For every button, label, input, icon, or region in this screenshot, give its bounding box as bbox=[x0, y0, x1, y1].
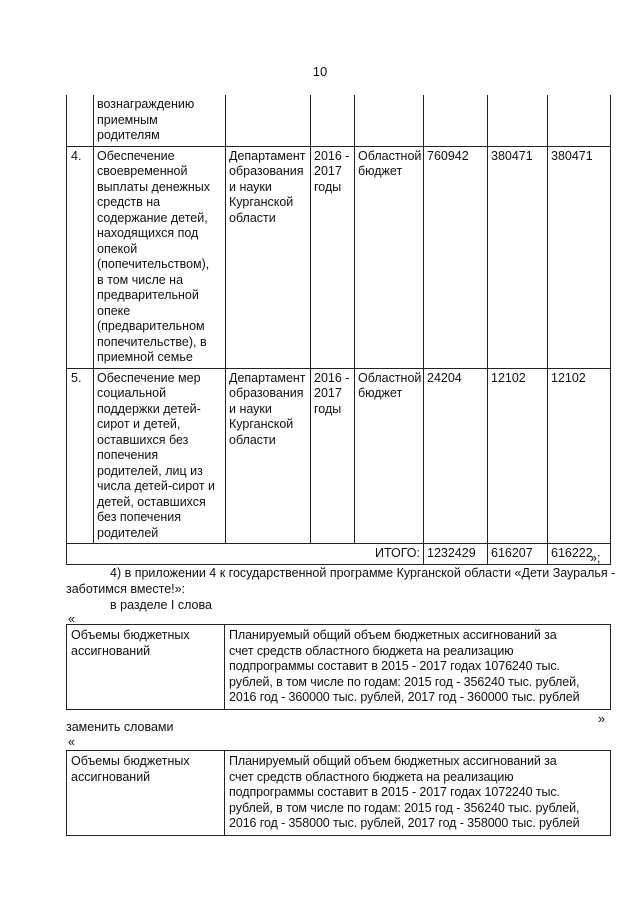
text-line: счет средств областного бюджета на реализацию bbox=[229, 769, 514, 784]
closing-quote: »; bbox=[590, 551, 601, 565]
text-line: бюджет bbox=[358, 164, 403, 178]
budget-label bbox=[67, 625, 225, 710]
text-line: Департамент bbox=[229, 370, 306, 385]
executor bbox=[226, 368, 311, 544]
text-line: Областной bbox=[358, 148, 422, 163]
table-row-continuation bbox=[67, 95, 611, 146]
text-line: предварительной bbox=[97, 288, 199, 302]
text-line: области bbox=[229, 432, 276, 447]
open-quote-1: « bbox=[68, 612, 75, 626]
amount-2017: 12102 bbox=[548, 368, 611, 544]
page-number: 10 bbox=[312, 64, 328, 79]
row-number: 5. bbox=[67, 368, 94, 544]
text-line: оставшихся без bbox=[97, 432, 189, 447]
replace-text: заменить словами bbox=[66, 720, 174, 734]
text-line: Планируемый общий объем бюджетных ассигнований за bbox=[229, 628, 557, 642]
text-line: находящихся под bbox=[97, 226, 199, 240]
text-line: Обеспечение bbox=[97, 148, 175, 163]
cell-num bbox=[67, 95, 94, 146]
totals-2016: 616207 bbox=[488, 544, 548, 565]
text-line: приемной семье bbox=[97, 350, 193, 364]
text-line: Департамент bbox=[229, 148, 306, 163]
text-line: 2016 год - 360000 тыс. рублей, 2017 год - 360000 тыс. рублей bbox=[229, 690, 580, 704]
period bbox=[311, 368, 355, 544]
cell-name bbox=[94, 95, 226, 146]
text-line: сирот и детей, bbox=[97, 417, 181, 431]
close-quote-1: » bbox=[598, 712, 605, 726]
text-line: содержание детей, bbox=[97, 210, 208, 225]
funding-source bbox=[355, 146, 424, 368]
text-line: родителям bbox=[97, 128, 160, 142]
text-line: родителей, лиц из bbox=[97, 463, 203, 478]
budget-text bbox=[225, 751, 611, 836]
text-line: образования bbox=[229, 386, 304, 400]
table-row-totals bbox=[67, 544, 611, 565]
text-line: Объемы бюджетных bbox=[71, 754, 190, 768]
executor bbox=[226, 146, 311, 368]
text-line: 2017 bbox=[314, 386, 342, 400]
open-quote-2: « bbox=[68, 735, 75, 749]
text-line: опеке bbox=[97, 303, 131, 318]
text-line: и науки bbox=[229, 179, 272, 194]
text-line: детей, оставшихся bbox=[97, 494, 206, 509]
text-line: в том числе на bbox=[97, 272, 184, 287]
text-line: образования bbox=[229, 164, 304, 178]
text-line: (предварительном bbox=[97, 319, 205, 333]
text-line: Объемы бюджетных bbox=[71, 628, 190, 642]
period bbox=[311, 146, 355, 368]
text-line: приемным bbox=[97, 112, 158, 127]
amount-2017: 380471 bbox=[548, 146, 611, 368]
text-line: выплаты денежных bbox=[97, 179, 211, 194]
text-line: и науки bbox=[229, 401, 272, 416]
table-row bbox=[67, 146, 611, 368]
amount-2016: 12102 bbox=[488, 368, 548, 544]
text-line: ассигнований bbox=[71, 643, 151, 658]
paragraph-4-line-2: заботимся вместе!»: bbox=[66, 582, 186, 596]
text-line: своевременной bbox=[97, 164, 188, 178]
text-line: подпрограммы составит в 2015 - 2017 годах 1072240 тыс. bbox=[229, 785, 560, 799]
totals-2017: 616222 bbox=[548, 544, 611, 565]
text-line: годы bbox=[314, 179, 342, 194]
text-line: опекой bbox=[97, 241, 138, 256]
budget-text bbox=[225, 625, 611, 710]
text-line: бюджет bbox=[358, 386, 403, 400]
totals-label: ИТОГО: bbox=[67, 544, 424, 565]
text-line: попечительстве), в bbox=[97, 334, 207, 349]
text-line: без попечения bbox=[97, 510, 182, 524]
text-line: рублей, в том числе по годам: 2015 год - 356240 тыс. рублей, bbox=[229, 800, 580, 815]
total-amount: 760942 bbox=[424, 146, 488, 368]
total-amount: 24204 bbox=[424, 368, 488, 544]
budget-label bbox=[67, 751, 225, 836]
text-line: Обеспечение мер bbox=[97, 370, 201, 385]
text-line: области bbox=[229, 210, 276, 225]
text-line: 2016 - bbox=[314, 370, 350, 385]
program-activities-table bbox=[66, 95, 611, 565]
text-line: социальной bbox=[97, 386, 167, 400]
text-line: Областной bbox=[358, 370, 422, 385]
amount-2016: 380471 bbox=[488, 146, 548, 368]
text-line: числа детей-сирот и bbox=[97, 479, 216, 493]
activity-name bbox=[94, 146, 226, 368]
text-line: Курганской bbox=[229, 417, 294, 431]
activity-name bbox=[94, 368, 226, 544]
text-line: 2016 год - 358000 тыс. рублей, 2017 год - 358000 тыс. рублей bbox=[229, 816, 580, 830]
text-line: подпрограммы составит в 2015 - 2017 годах 1076240 тыс. bbox=[229, 659, 560, 673]
paragraph-4-line-1: 4) в приложении 4 к государственной программе Курганской области «Дети Зауралья - bbox=[110, 566, 616, 580]
budget-box-old bbox=[66, 624, 611, 710]
table-row bbox=[67, 368, 611, 544]
budget-box-new bbox=[66, 750, 611, 836]
text-line: поддержки детей- bbox=[97, 401, 201, 416]
text-line: ассигнований bbox=[71, 769, 151, 784]
funding-source bbox=[355, 368, 424, 544]
totals-total: 1232429 bbox=[424, 544, 488, 565]
text-line: родителей bbox=[97, 525, 159, 540]
text-line: Планируемый общий объем бюджетных ассигнований за bbox=[229, 754, 557, 768]
text-line: рублей, в том числе по годам: 2015 год - 356240 тыс. рублей, bbox=[229, 674, 580, 689]
text-line: попечения bbox=[97, 448, 159, 462]
text-line: (попечительством), bbox=[97, 257, 210, 271]
text-line: вознаграждению bbox=[97, 97, 195, 111]
text-line: счет средств областного бюджета на реализацию bbox=[229, 643, 514, 658]
section-text: в разделе I слова bbox=[110, 598, 212, 612]
text-line: Курганской bbox=[229, 195, 294, 209]
row-number: 4. bbox=[67, 146, 94, 368]
text-line: годы bbox=[314, 401, 342, 416]
text-line: 2017 bbox=[314, 164, 342, 178]
text-line: 2016 - bbox=[314, 148, 350, 163]
text-line: средств на bbox=[97, 195, 161, 209]
